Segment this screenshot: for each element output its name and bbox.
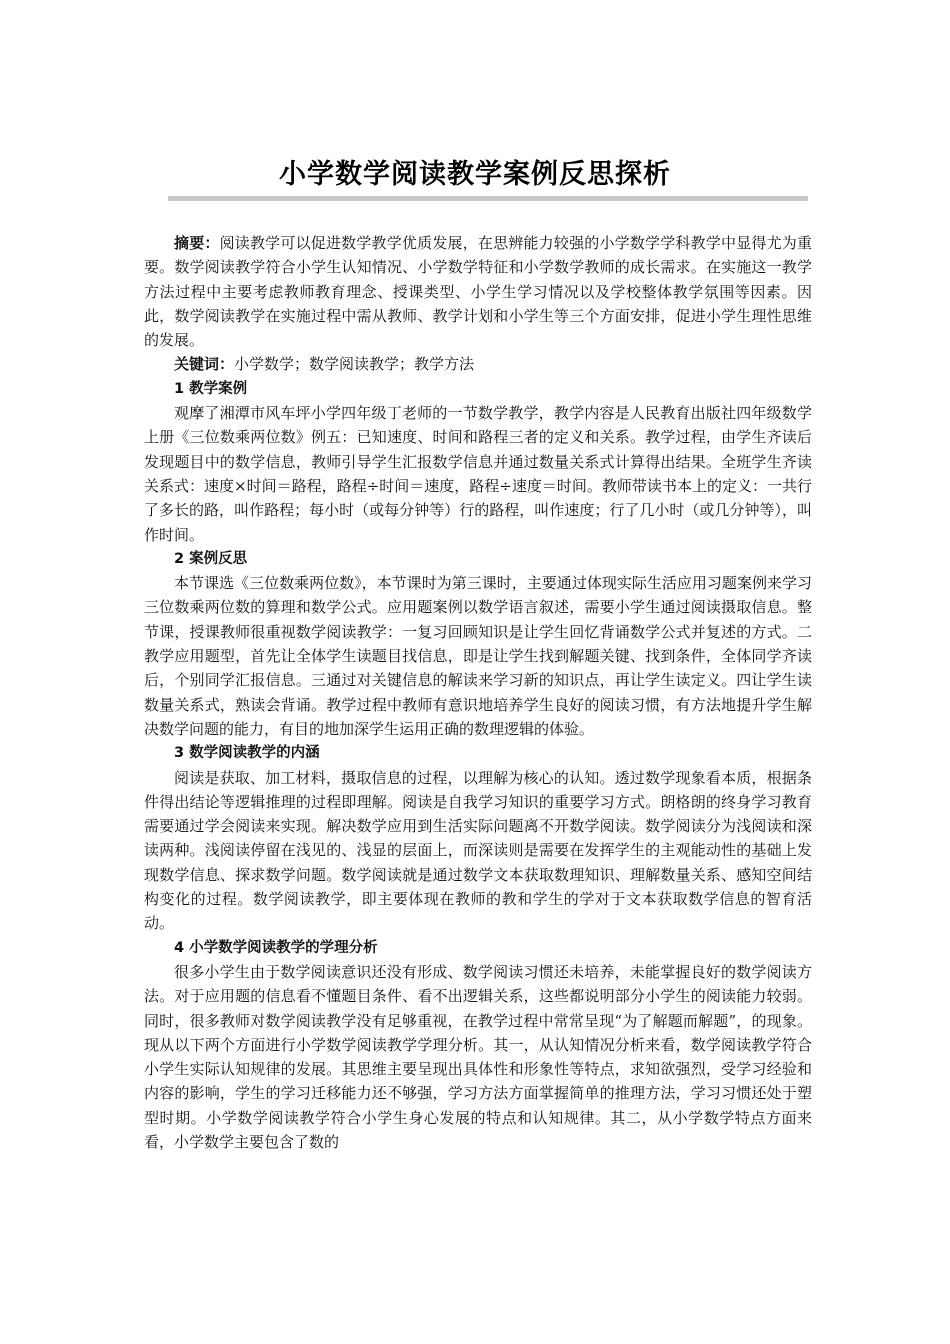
- abstract-text: 阅读教学可以促进数学教学优质发展，在思辨能力较强的小学数学学科教学中显得尤为重要。数学阅读教学符合小学生认知情况、小学数学特征和小学数学教师的成长需求。在实施这一教学方法过程中主要考虑教师教育理念、授课类型、小学生学习情况以及学校整体教学氛围等因素。因此，数学阅读教学在实施过程中需从教师、教学计划和小学生等三个方面安排，促进小学生理性思维的发展。: [144, 234, 812, 350]
- document-title: 小学数学阅读教学案例反思探析: [279, 159, 671, 190]
- keywords-text: 小学数学；数学阅读教学；教学方法: [234, 355, 475, 374]
- section-paragraph: 本节课选《三位数乘两位数》，本节课时为第三课时，主要通过体现实际生活应用习题案例来学习三位数乘两位数的算理和数学公式。应用题案例以数学语言叙述，需要小学生通过阅读摄取信息。整节课，授课教师很重视数学阅读教学：一复习回顾知识是让学生回忆背诵数学公式并复述的方式。二教学应用题型，首先让全体学生读题目找信息，即是让学生找到解题关键、找到条件，全体同学齐读后，个别同学汇报信息。三通过对关键信息的解读来学习新的知识点，再让学生读定义。四让学生读数量关系式，熟读会背诵。教学过程中教师有意识地培养学生良好的阅读习惯，有方法地提升学生解决数学问题的能力，有目的地加深学生运用正确的数理逻辑的体验。: [144, 574, 812, 738]
- section-paragraph: 阅读是获取、加工材料，摄取信息的过程，以理解为核心的认知。透过数学现象看本质，根据条件得出结论等逻辑推理的过程即理解。阅读是自我学习知识的重要学习方式。朗格朗的终身学习教育需要通过学会阅读来实现。解决数学应用到生活实际问题离不开数学阅读。数学阅读分为浅阅读和深读两种。浅阅读停留在浅见的、浅显的层面上，而深读则是需要在发挥学生的主观能动性的基础上发现数学信息、探求数学问题。数学阅读就是通过数学文本获取数理知识、理解数量关系、感知空间结构变化的过程。数学阅读教学，即主要体现在教师的教和学生的学对于文本获取数学信息的智育活动。: [144, 768, 812, 933]
- section-heading: 3 数学阅读教学的内涵: [174, 745, 320, 762]
- section-heading: 1 教学案例: [174, 380, 248, 397]
- section-heading: 2 案例反思: [174, 550, 248, 567]
- abstract-label: 摘要：: [174, 234, 220, 252]
- title-underline: [168, 196, 808, 201]
- document-body: [144, 231, 812, 1154]
- section-heading: 4 小学数学阅读教学的学理分析: [174, 939, 378, 956]
- section-paragraph: 观摩了湘潭市风车坪小学四年级丁老师的一节数学教学，教学内容是人民教育出版社四年级数学上册《三位数乘两位数》例五：已知速度、时间和路程三者的定义和关系。教学过程，由学生齐读后发现题目中的数学信息，教师引导学生汇报数学信息并通过数量关系式计算得出结果。全班学生齐读关系式：速度×时间＝路程，路程÷时间＝速度，路程÷速度＝时间。教师带读书本上的定义：一共行了多长的路，叫作路程；每小时（或每分钟等）行的路程，叫作速度；行了几小时（或几分钟等），叫作时间。: [144, 404, 812, 544]
- section-paragraph: 很多小学生由于数学阅读意识还没有形成、数学阅读习惯还未培养，未能掌握良好的数学阅读方法。对于应用题的信息看不懂题目条件、看不出逻辑关系，这些都说明部分小学生的阅读能力较弱。同时，很多教师对数学阅读教学没有足够重视，在教学过程中常常呈现“为了解题而解题”，的现象。现从以下两个方面进行小学数学阅读教学学理分析。其一，从认知情况分析来看，数学阅读教学符合小学生实际认知规律的发展。其思维主要呈现出具体性和形象性等特点，求知欲强烈，受学习经验和内容的影响，学生的学习迁移能力还不够强，学习方法方面掌握简单的推理方法，学习习惯还处于塑型时期。小学数学阅读教学符合小学生身心发展的特点和认知规律。其二，从小学数学特点方面来看，小学数学主要包含了数的: [144, 962, 812, 1151]
- abstract-paragraph: [144, 231, 812, 352]
- keywords-label: 关键词：: [174, 355, 235, 374]
- keywords-paragraph: [144, 352, 812, 376]
